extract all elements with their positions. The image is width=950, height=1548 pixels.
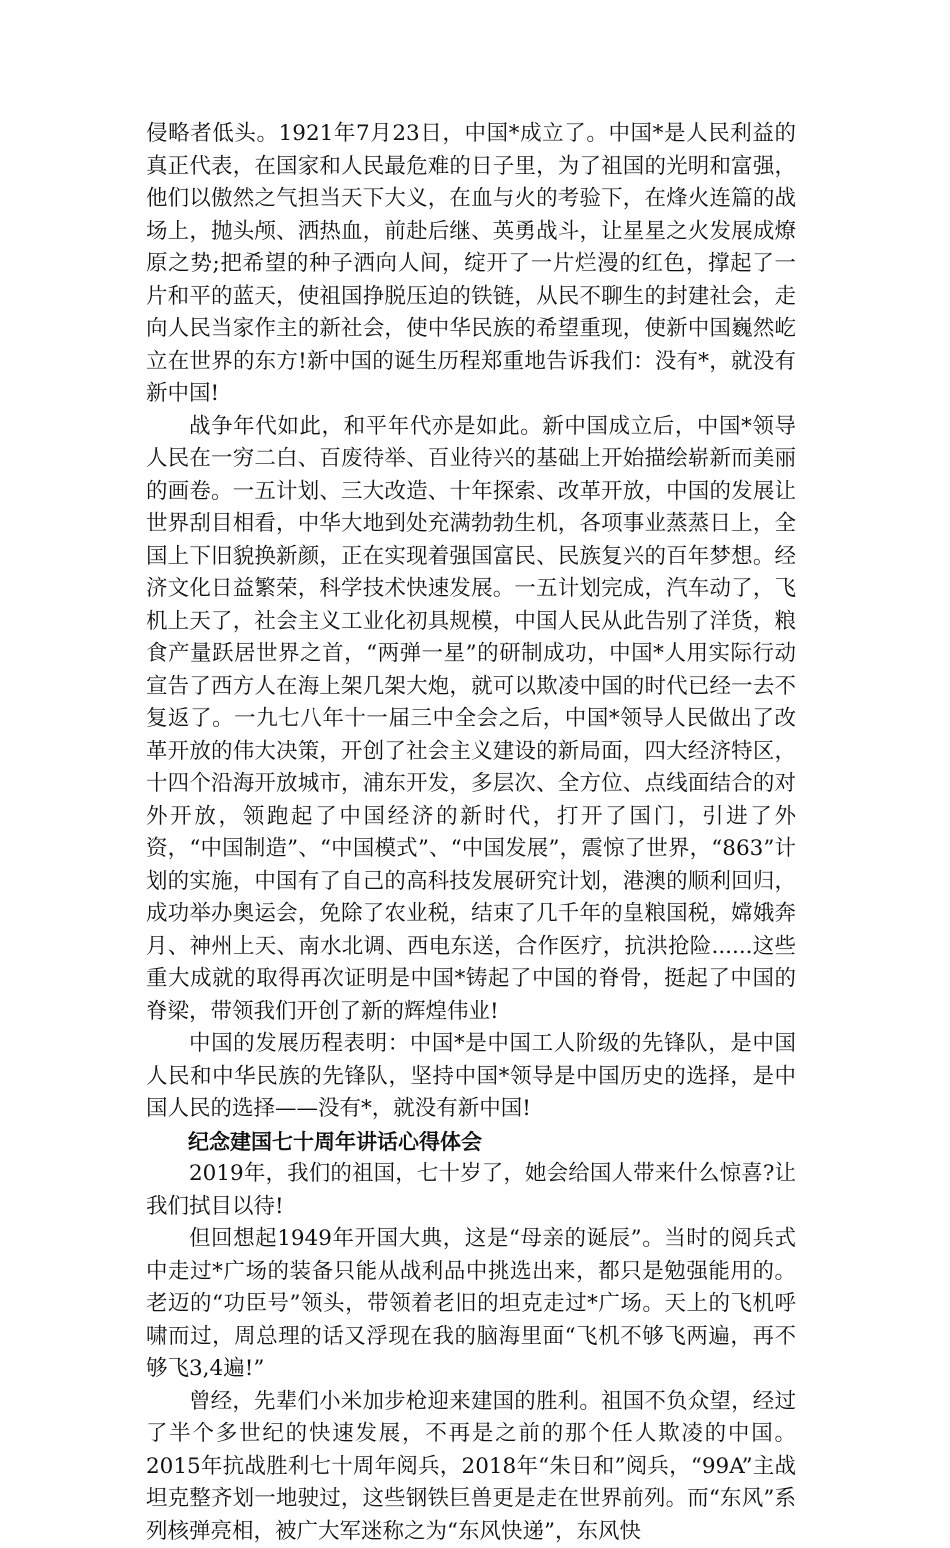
paragraph-2019: 2019年，我们的祖国，七十岁了，她会给国人带来什么惊喜?让我们拭目以待! xyxy=(146,1158,796,1223)
paragraph-continuation: 侵略者低头。1921年7月23日，中国*成立了。中国*是人民利益的真正代表，在国家和人民最危难的日子里，为了祖国的光明和富强，他们以傲然之气担当天下大义，在血与火的考验下，在烽火连篇的战场上，抛头颅、洒热血，前赴后继、英勇战斗，让星星之火发展成燎原之势;把希望的种子洒向人间，绽开了一片烂漫的红色，撑起了一片和平的蓝天，使祖国挣脱压迫的铁链，从民不聊生的封建社会，走向人民当家作主的新社会，使中华民族的希望重现，使新中国巍然屹立在世界的东方!新中国的诞生历程郑重地告诉我们：没有*，就没有新中国! xyxy=(146,118,796,411)
section-heading: 纪念建国七十周年讲话心得体会 xyxy=(146,1126,796,1159)
paragraph-modern-parade: 曾经，先辈们小米加步枪迎来建国的胜利。祖国不负众望，经过了半个多世纪的快速发展，不再是之前的那个任人欺凌的中国。2015年抗战胜利七十周年阅兵，2018年“朱日和”阅兵，“99A”主战坦克整齐划一地驶过，这些钢铁巨兽更是走在世界前列。而“东风”系列核弹亮相，被广大军迷称之为“东风快递”，东风快 xyxy=(146,1386,796,1548)
paragraph-development-history: 战争年代如此，和平年代亦是如此。新中国成立后，中国*领导人民在一穷二白、百废待举、百业待兴的基础上开始描绘崭新而美丽的画卷。一五计划、三大改造、十年探索、改革开放，中国的发展让世界刮目相看，中华大地到处充满勃勃生机，各项事业蒸蒸日上，全国上下旧貌换新颜，正在实现着强国富民、民族复兴的百年梦想。经济文化日益繁荣，科学技术快速发展。一五计划完成，汽车动了，飞机上天了，社会主义工业化初具规模，中国人民从此告别了洋货，粮食产量跃居世界之首，“两弹一星”的研制成功，中国*人用实际行动宣告了西方人在海上架几架大炮，就可以欺凌中国的时代已经一去不复返了。一九七八年十一届三中全会之后，中国*领导人民做出了改革开放的伟大决策，开创了社会主义建设的新局面，四大经济特区，十四个沿海开放城市，浦东开发，多层次、全方位、点线面结合的对外开放，领跑起了中国经济的新时代，打开了国门，引进了外资，“中国制造”、“中国模式”、“中国发展”，震惊了世界，“863”计划的实施，中国有了自己的高科技发展研究计划，港澳的顺利回归，成功举办奥运会，免除了农业税，结束了几千年的皇粮国税，嫦娥奔月、神州上天、南水北调、西电东送，合作医疗，抗洪抢险......这些重大成就的取得再次证明是中国*铸起了中国的脊骨，挺起了中国的脊梁，带领我们开创了新的辉煌伟业! xyxy=(146,411,796,1029)
document-page xyxy=(146,118,796,1548)
paragraph-1949-parade: 但回想起1949年开国大典，这是“母亲的诞辰”。当时的阅兵式中走过*广场的装备只能从战利品中挑选出来，都只是勉强能用的。老迈的“功臣号”领头，带领着老旧的坦克走过*广场。天上的飞机呼啸而过，周总理的话又浮现在我的脑海里面“飞机不够飞两遍，再不够飞3,4遍!” xyxy=(146,1223,796,1386)
paragraph-conclusion: 中国的发展历程表明：中国*是中国工人阶级的先锋队，是中国人民和中华民族的先锋队，坚持中国*领导是中国历史的选择，是中国人民的选择——没有*，就没有新中国! xyxy=(146,1028,796,1126)
